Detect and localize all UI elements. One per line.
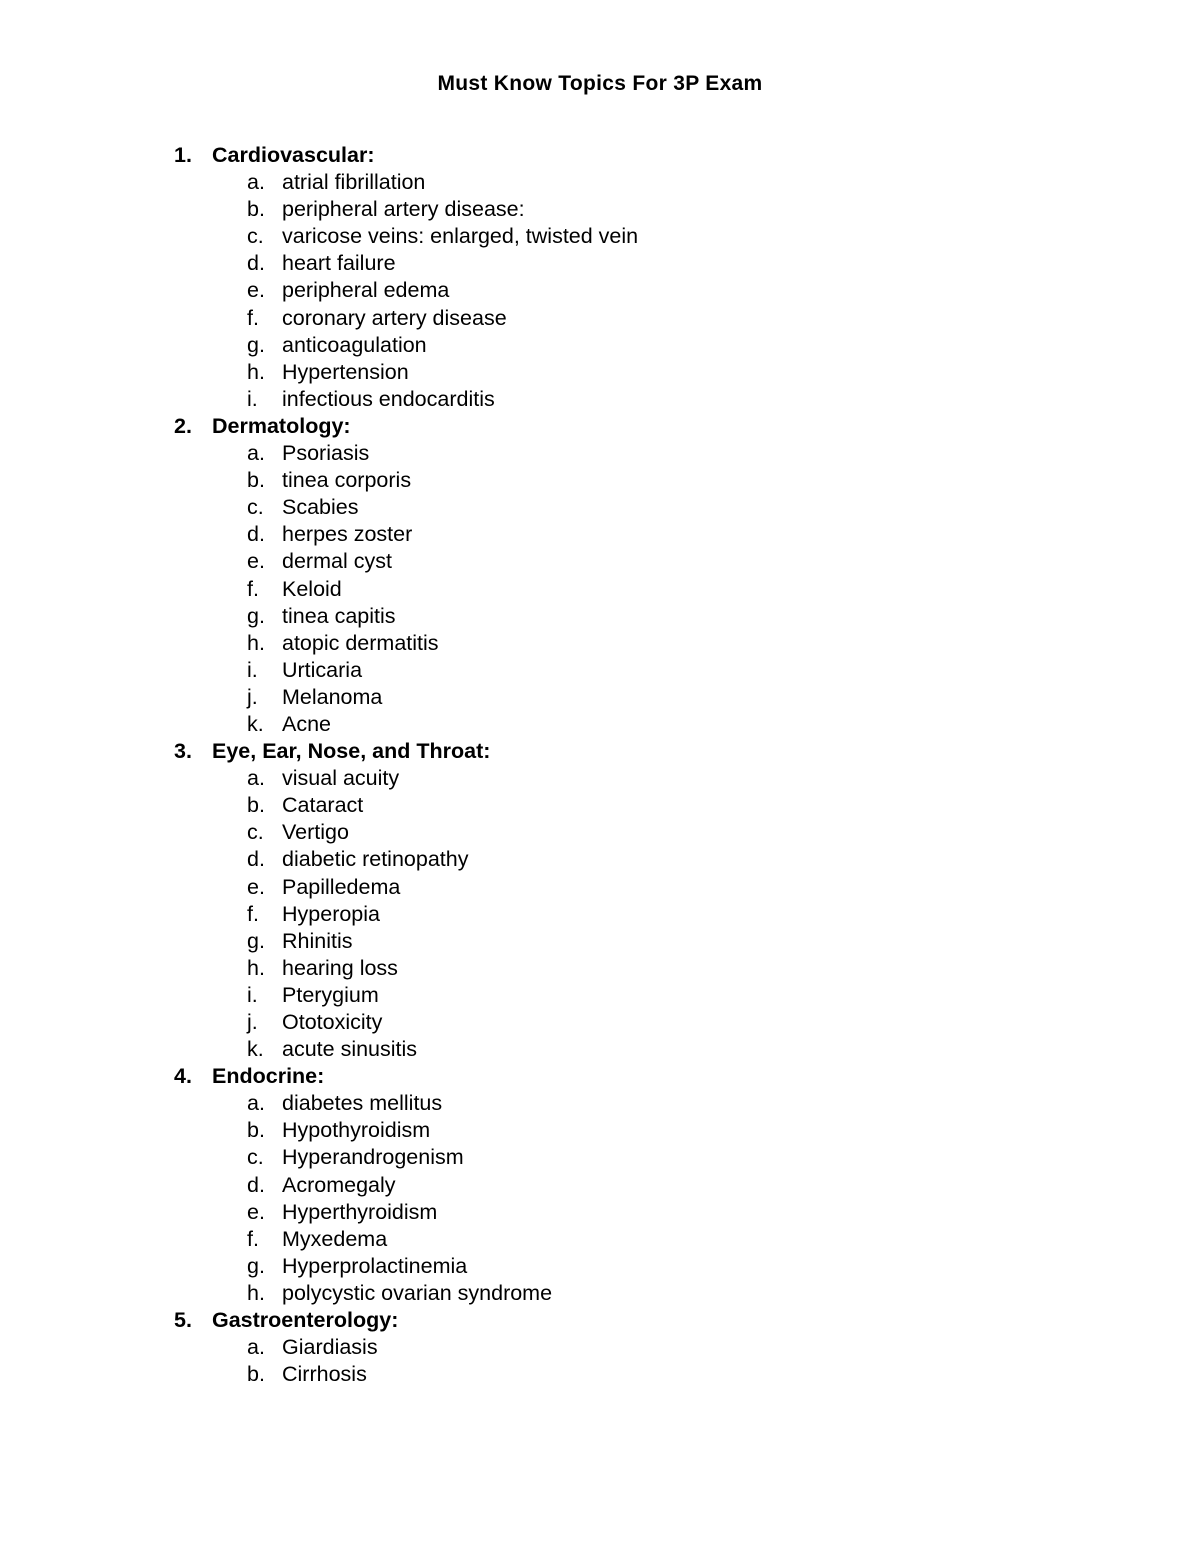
list-item-text: Hypertension [282,359,409,384]
section-number: 4. [174,1064,192,1089]
list-item [174,901,638,928]
list-item-letter: h. [247,955,265,980]
list-item-text: Acne [282,711,332,736]
list-item [174,305,638,332]
topic-section [174,413,638,738]
section-heading-text: Dermatology: [212,413,351,438]
list-item [174,1253,638,1280]
list-item [174,603,638,630]
section-number: 1. [174,143,192,167]
list-item-text: Urticaria [282,657,363,682]
list-item-letter: c. [247,495,264,520]
list-item-text: infectious endocarditis [282,386,495,411]
list-item-letter: k. [247,1037,264,1062]
list-item-text: Hyperprolactinemia [282,1253,468,1278]
section-heading-text: Gastroenterology: [212,1308,399,1333]
list-item [174,359,638,386]
list-item-text: Scabies [282,495,359,520]
list-item-text: Pterygium [282,982,379,1007]
list-item [174,928,638,955]
list-item [174,982,638,1009]
list-item-letter: c. [247,820,264,845]
list-item [174,277,638,304]
list-item [174,792,638,819]
list-item [174,576,638,603]
list-item [174,846,638,873]
list-item-letter: a. [247,1091,265,1116]
list-item-letter: h. [247,1280,265,1305]
list-item-letter: f. [247,305,259,330]
section-heading [174,738,638,765]
list-item-letter: a. [247,1335,265,1360]
list-item-letter: h. [247,359,265,384]
list-item [174,1199,638,1226]
topic-section [174,1063,638,1307]
list-item [174,521,638,548]
list-item-text: herpes zoster [282,522,413,547]
section-number: 2. [174,413,192,438]
section-heading [174,1307,638,1334]
list-item-text: Giardiasis [282,1335,378,1360]
list-item [174,1334,638,1361]
list-item-letter: i. [247,982,258,1007]
list-item-text: Hypothyroidism [282,1118,431,1143]
list-item-letter: e. [247,278,265,303]
list-item-letter: a. [247,766,265,791]
list-item-text: diabetic retinopathy [282,847,469,872]
list-item-text: Myxedema [282,1226,388,1251]
list-item-text: Hyperandrogenism [282,1145,464,1170]
section-heading-text: Cardiovascular: [212,143,375,167]
list-item [174,196,638,223]
list-item [174,223,638,250]
list-item-letter: a. [247,170,265,195]
list-item-letter: h. [247,630,265,655]
list-item-letter: b. [247,468,265,493]
document-title: Must Know Topics For 3P Exam [437,72,763,95]
list-item-letter: d. [247,522,265,547]
list-item [174,765,638,792]
topic-section [174,142,638,413]
list-item-text: Hyperthyroidism [282,1199,438,1224]
list-item [174,1361,638,1388]
list-item-letter: j. [247,1010,258,1034]
list-item-text: atrial fibrillation [282,170,426,195]
list-item-text: varicose veins: enlarged, twisted vein [282,224,639,249]
list-item-text: Melanoma [282,684,383,709]
list-item [174,169,638,196]
list-item-text: peripheral artery disease: [282,197,525,222]
list-item-text: hearing loss [282,955,398,980]
list-item [174,630,638,657]
list-item-text: peripheral edema [282,278,450,303]
list-item-text: Cataract [282,793,364,818]
topic-items-list [174,1334,638,1388]
list-item-text: tinea capitis [282,603,396,628]
list-item-text: visual acuity [282,766,400,791]
topic-section [174,1307,638,1388]
list-item-letter: f. [247,1226,259,1251]
list-item-letter: b. [247,197,265,222]
list-item-letter: g. [247,603,265,628]
list-item-text: dermal cyst [282,549,392,574]
list-item-letter: b. [247,793,265,818]
list-item [174,1009,638,1036]
list-item-letter: d. [247,1172,265,1197]
list-item [174,874,638,901]
list-item [174,711,638,738]
list-item-text: atopic dermatitis [282,630,439,655]
list-item-text: Acromegaly [282,1172,396,1197]
topic-items-list [174,765,638,1063]
list-item-letter: c. [247,1145,264,1170]
topic-items-list [174,169,638,413]
list-item [174,386,638,413]
list-item [174,250,638,277]
list-item-text: polycystic ovarian syndrome [282,1280,553,1305]
list-item-letter: f. [247,576,259,601]
section-heading [174,413,638,440]
list-item [174,1144,638,1171]
list-item-text: heart failure [282,251,396,276]
list-item-letter: i. [247,386,258,411]
list-item-text: tinea corporis [282,468,412,493]
list-item-letter: d. [247,251,265,276]
list-item [174,1172,638,1199]
list-item-text: Psoriasis [282,441,370,466]
list-item-letter: e. [247,549,265,574]
list-item [174,332,638,359]
list-item [174,819,638,846]
list-item [174,657,638,684]
list-item-letter: g. [247,332,265,357]
list-item-letter: k. [247,711,264,736]
topic-items-list [174,1090,638,1307]
list-item-text: Ototoxicity [282,1010,383,1034]
list-item-text: Vertigo [282,820,349,845]
list-item-text: diabetes mellitus [282,1091,443,1116]
list-item-letter: i. [247,657,258,682]
section-heading-text: Eye, Ear, Nose, and Throat: [212,739,491,764]
list-item-text: anticoagulation [282,332,427,357]
list-item-letter: b. [247,1118,265,1143]
list-item-text: Cirrhosis [282,1362,367,1387]
section-heading [174,142,638,169]
list-item [174,1090,638,1117]
topic-items-list [174,440,638,738]
list-item [174,548,638,575]
list-item [174,1280,638,1307]
list-item-letter: c. [247,224,264,249]
section-heading [174,1063,638,1090]
section-number: 3. [174,739,192,764]
list-item-letter: f. [247,901,259,926]
list-item-text: coronary artery disease [282,305,507,330]
list-item [174,467,638,494]
list-item-letter: a. [247,441,265,466]
list-item-letter: g. [247,928,265,953]
list-item [174,1226,638,1253]
section-number: 5. [174,1308,192,1333]
list-item-letter: d. [247,847,265,872]
list-item [174,684,638,711]
list-item [174,494,638,521]
list-item-text: Rhinitis [282,928,353,953]
list-item-letter: e. [247,1199,265,1224]
list-item-text: Keloid [282,576,342,601]
topic-sections-list [174,142,638,1388]
list-item [174,955,638,982]
list-item-letter: e. [247,874,265,899]
list-item-text: Papilledema [282,874,401,899]
topic-section [174,738,638,1063]
section-heading-text: Endocrine: [212,1064,325,1089]
list-item-letter: g. [247,1253,265,1278]
list-item [174,440,638,467]
list-item-text: acute sinusitis [282,1037,418,1062]
list-item-letter: b. [247,1362,265,1387]
list-item-text: Hyperopia [282,901,380,926]
list-item-letter: j. [247,684,258,709]
list-item [174,1117,638,1144]
list-item [174,1036,638,1063]
